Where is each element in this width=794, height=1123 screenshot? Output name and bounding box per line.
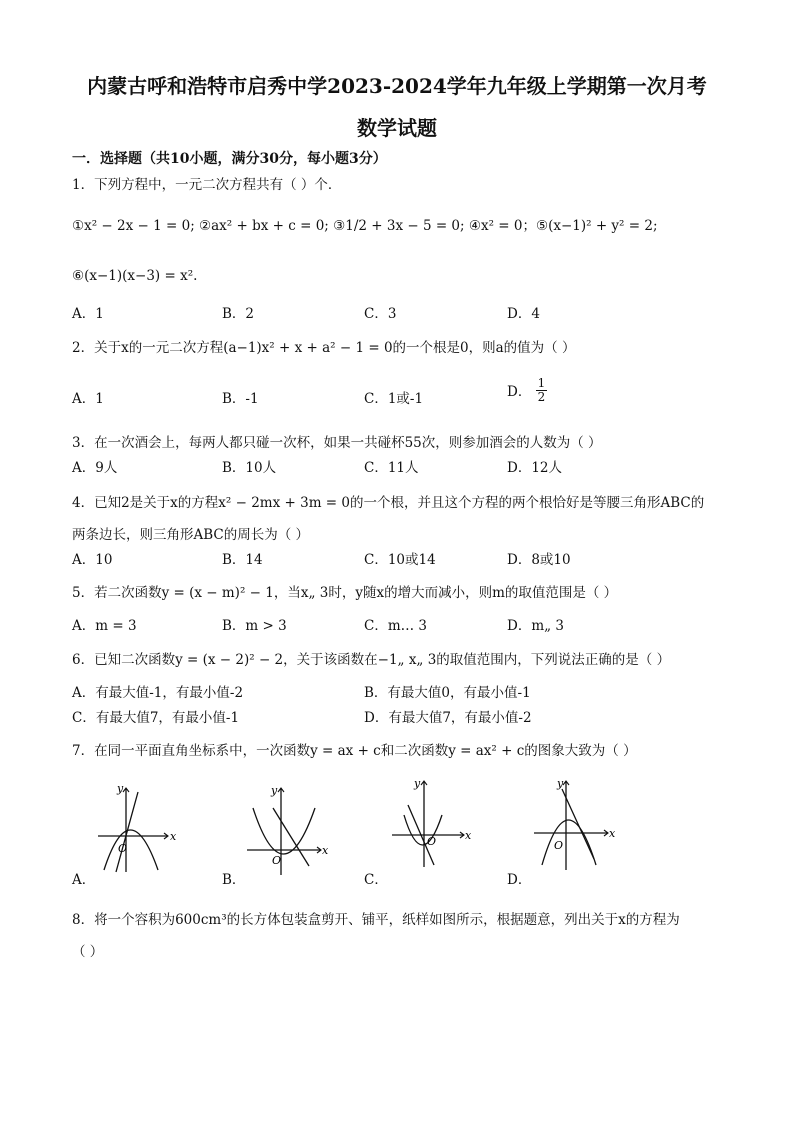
question-5-stem: 5．若二次函数y = (x − m)² − 1，当x„ 3时，y随x的增大而减小，则m的取值范围是（ ） xyxy=(72,585,618,601)
origin-label: O xyxy=(118,842,128,855)
question-3-option-b[interactable]: B．10人 xyxy=(222,460,277,476)
page-title: 内蒙古呼和浩特市启秀中学2023-2024学年九年级上学期第一次月考 xyxy=(87,74,707,98)
question-6-option-d[interactable]: D．有最大值7，有最小值-2 xyxy=(364,710,532,726)
question-3-option-d[interactable]: D．12人 xyxy=(507,460,563,476)
question-2-option-b[interactable]: B．-1 xyxy=(222,391,259,407)
question-8-stem-line2: （ ） xyxy=(72,944,104,960)
question-1-stem: 1．下列方程中，一元二次方程共有（ ）个． xyxy=(72,177,342,193)
question-3-option-a[interactable]: A．9人 xyxy=(72,460,118,476)
question-1-equations-line2: ⑥(x−1)(x−3) = x². xyxy=(72,268,198,284)
question-7-stem: 7．在同一平面直角坐标系中，一次函数y = ax + c和二次函数y = ax² + c的图象大致为（ ） xyxy=(72,743,637,759)
question-6-stem: 6．已知二次函数y = (x − 2)² − 2，关于该函数在−1„ x„ 3的取值范围内，下列说法正确的是（ ） xyxy=(72,652,671,668)
question-2-option-d[interactable] xyxy=(507,377,547,403)
question-6-option-c[interactable]: C．有最大值7，有最小值-1 xyxy=(72,710,240,726)
question-8-stem-line1: 8．将一个容积为600cm³的长方体包装盒剪开、铺平，纸样如图所示，根据题意，列出关于x的方程为 xyxy=(72,912,680,928)
section-heading: 一．选择题（共10小题，满分30分，每小题3分） xyxy=(72,151,387,167)
question-2-stem: 2．关于x的一元二次方程(a−1)x² + x + a² − 1 = 0的一个根是0，则a的值为（ ） xyxy=(72,340,576,356)
question-1-option-a[interactable]: A．1 xyxy=(72,306,104,322)
question-1-option-b[interactable]: B．2 xyxy=(222,306,255,322)
axis-x-label: x xyxy=(609,827,616,840)
question-7-graph-c xyxy=(390,775,475,875)
question-7-option-d[interactable]: D． xyxy=(507,872,532,888)
origin-label: O xyxy=(427,835,437,848)
question-4-stem-line1: 4．已知2是关于x的方程x² − 2mx + 3m = 0的一个根，并且这个方程的两个根恰好是等腰三角形ABC的 xyxy=(72,495,705,511)
page-subtitle: 数学试题 xyxy=(357,116,437,140)
question-2-option-d-label: D． xyxy=(507,384,532,400)
question-7-graph-b xyxy=(245,780,330,880)
origin-label: O xyxy=(554,839,564,852)
axis-y-label: y xyxy=(557,777,564,790)
question-7-option-c[interactable]: C． xyxy=(364,872,388,888)
axis-x-label: x xyxy=(170,830,177,843)
origin-label: O xyxy=(272,854,282,867)
question-1-equations-line1: ①x² − 2x − 1 = 0; ②ax² + bx + c = 0; ③1/2 + 3x − 5 = 0; ④x² = 0；⑤(x−1)² + y² = 2; xyxy=(72,218,658,234)
question-3-stem: 3．在一次酒会上，每两人都只碰一次杯，如果一共碰杯55次，则参加酒会的人数为（ ） xyxy=(72,435,602,451)
question-4-option-a[interactable]: A．10 xyxy=(72,552,113,568)
question-5-option-a[interactable]: A．m = 3 xyxy=(72,618,137,634)
fraction-numerator: 1 xyxy=(537,376,546,390)
question-4-stem-line2: 两条边长，则三角形ABC的周长为（ ） xyxy=(72,527,310,543)
question-1-option-c[interactable]: C．3 xyxy=(364,306,397,322)
axis-y-label: y xyxy=(414,777,421,790)
question-3-option-c[interactable]: C．11人 xyxy=(364,460,419,476)
question-4-option-c[interactable]: C．10或14 xyxy=(364,552,436,568)
question-6-option-a[interactable]: A．有最大值-1，有最小值-2 xyxy=(72,685,244,701)
axis-x-label: x xyxy=(465,829,472,842)
question-7-option-b[interactable]: B． xyxy=(222,872,246,888)
question-7-graph-a xyxy=(96,780,176,880)
question-4-option-d[interactable]: D．8或10 xyxy=(507,552,571,568)
question-4-option-b[interactable]: B．14 xyxy=(222,552,263,568)
question-5-option-b[interactable]: B．m > 3 xyxy=(222,618,287,634)
question-2-option-c[interactable]: C．1或-1 xyxy=(364,391,424,407)
question-5-option-d[interactable]: D．m„ 3 xyxy=(507,618,564,634)
question-2-option-a[interactable]: A．1 xyxy=(72,391,104,407)
question-1-option-d[interactable]: D．4 xyxy=(507,306,540,322)
question-7-option-a[interactable]: A． xyxy=(72,872,96,888)
question-2-option-d-fraction xyxy=(536,377,548,403)
question-6-option-b[interactable]: B．有最大值0，有最小值-1 xyxy=(364,685,531,701)
axis-y-label: y xyxy=(271,784,278,797)
axis-x-label: x xyxy=(322,844,329,857)
question-7-graph-d xyxy=(532,775,617,875)
question-5-option-c[interactable]: C．m… 3 xyxy=(364,618,428,634)
fraction-denominator: 2 xyxy=(537,390,546,404)
axis-y-label: y xyxy=(117,782,124,795)
